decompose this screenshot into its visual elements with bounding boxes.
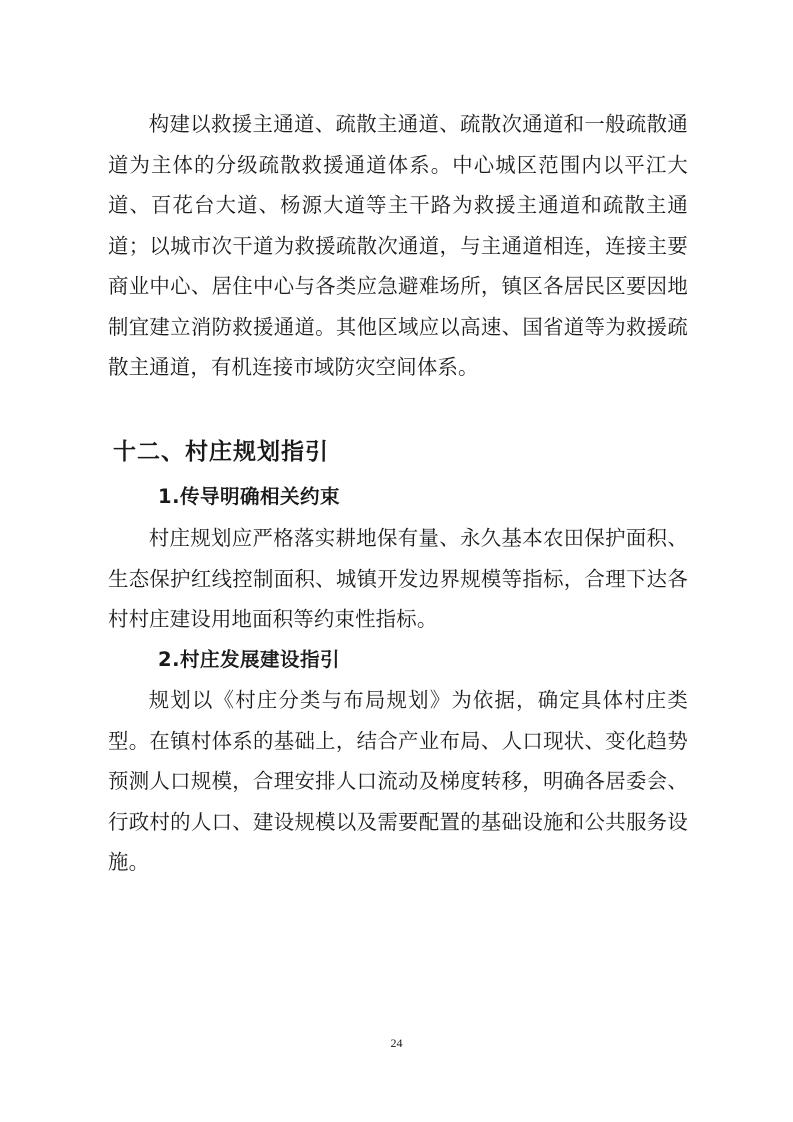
section-heading: 十二、村庄规划指引 (113, 439, 329, 465)
subheading-constraints: 1.传导明确相关约束 (158, 485, 340, 508)
paragraph-village-development: 规划以《村庄分类与布局规划》为依据，确定具体村庄类型。在镇村体系的基础上，结合产业布局、人口现状、变化趋势预测人口规模，合理安排人口流动及梯度转移，明确各居委会、行政村的人口、建设规模以及需要配置的基础设施和公共服务设施。 (108, 688, 688, 874)
page-number: 24 (390, 1036, 403, 1050)
paragraph-constraints: 村庄规划应严格落实耕地保有量、永久基本农田保护面积、生态保护红线控制面积、城镇开发边界规模等指标，合理下达各村村庄建设用地面积等约束性指标。 (108, 526, 688, 631)
paragraph-evacuation-channels: 构建以救援主通道、疏散主通道、疏散次通道和一般疏散通道为主体的分级疏散救援通道体系。中心城区范围内以平江大道、百花台大道、杨源大道等主干路为救援主通道和疏散主通道；以城市次干道为救援疏散次通道，与主通道相连，连接主要商业中心、居住中心与各类应急避难场所，镇区各居民区要因地制宜建立消防救援通道。其他区域应以高速、国省道等为救援疏散主通道，有机连接市域防灾空间体系。 (108, 112, 688, 379)
subheading-village-development: 2.村庄发展建设指引 (158, 648, 340, 671)
